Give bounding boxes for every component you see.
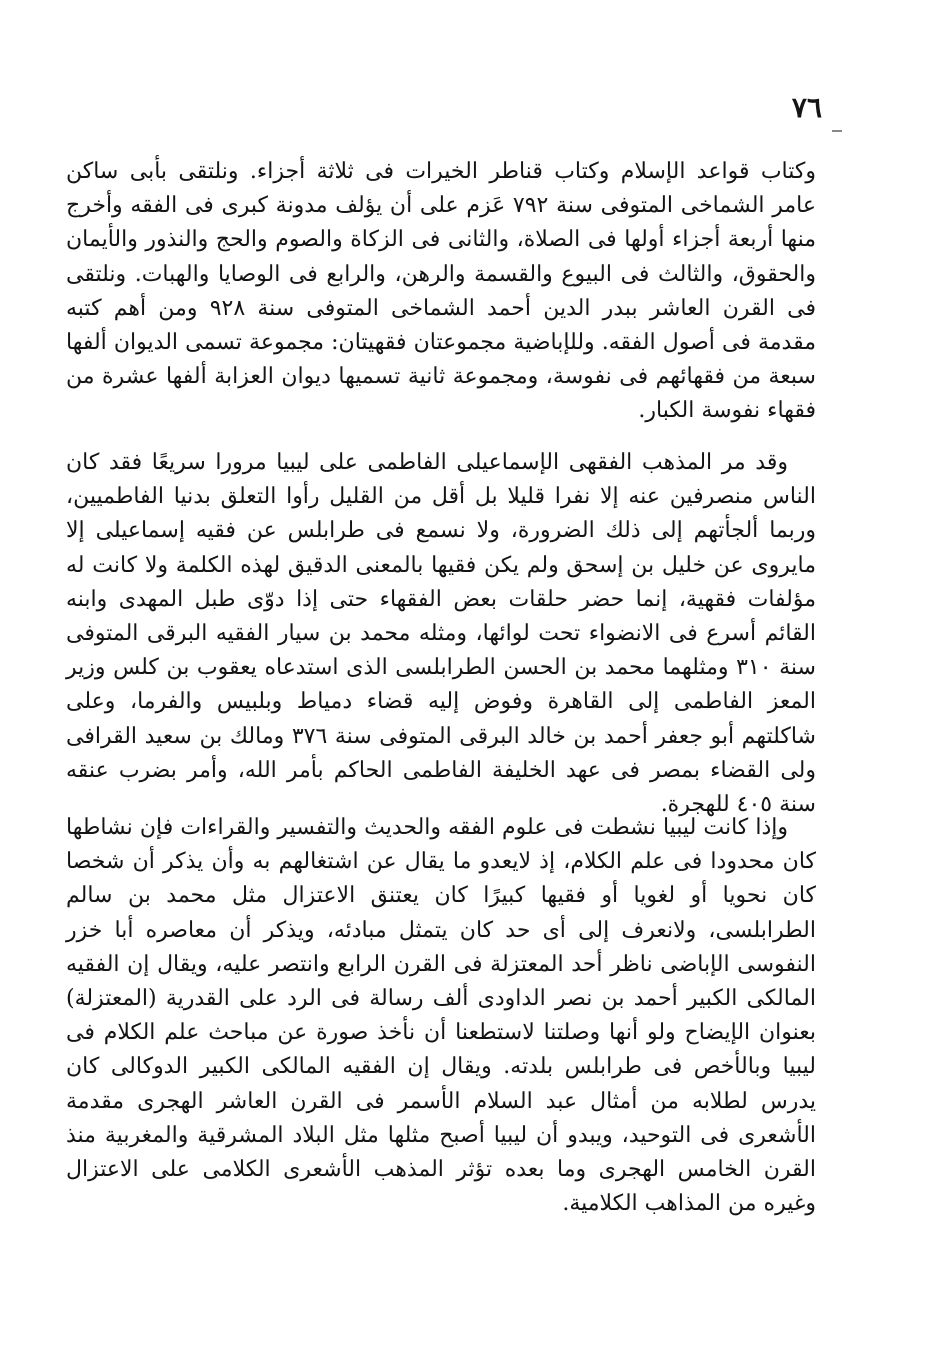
page-number: ٧٦ xyxy=(791,91,822,124)
paragraph-3: وإذا كانت ليبيا نشطت فى علوم الفقه والحديث والتفسير والقراءات فإن نشاطها كان محدودا فى علم الكلام، إذ لايعدو ما يقال عن اشتغالهم به وأن يذكر أن شخصا كان نحويا أو لغويا أو فقيها كبيرًا كان يعتنق الاعتزال مثل محمد بن سالم الطرابلسى، ولانعرف إلى أى حد كان يتمثل مبادئه، ويذكر أن معاصره أبا خزر النفوسى الإباضى ناظر أحد المعتزلة فى القرن الرابع وانتصر عليه، ويقال إن الفقيه المالكى الكبير أحمد بن نصر الداودى ألف رسالة فى الرد على القدرية (المعتزلة) بعنوان الإيضاح ولو أنها وصلتنا لاستطعنا أن نأخذ صورة عن مباحث علم الكلام فى ليبيا وبالأخص فى طرابلس بلدته. ويقال إن الفقيه المالكى الكبير الدوكالى كان يدرس لطلابه من أمثال عبد السلام الأسمر فى القرن العاشر الهجرى مقدمة الأشعرى فى التوحيد، ويبدو أن ليبيا أصبح مثلها مثل البلاد المشرقية والمغربية منذ القرن الخامس الهجرى وما بعده تؤثر المذهب الأشعرى الكلامى على الاعتزال وغيره من المذاهب الكلامية. xyxy=(66,815,816,1217)
scan-mark xyxy=(832,130,842,132)
paragraph-2: وقد مر المذهب الفقهى الإسماعيلى الفاطمى على ليبيا مرورا سريعًا فقد كان الناس منصرفين عنه إلا نفرا قليلا بل أقل من القليل رأوا التعلق بدنيا الفاطميين، وربما ألجأتهم إلى ذلك الضرورة، ولا نسمع فى طرابلس عن فقيه إسماعيلى إلا مايروى عن خليل بن إسحق ولم يكن فقيها بالمعنى الدقيق لهذه الكلمة ولا كانت له مؤلفات فقهية، إنما حضر حلقات بعض الفقهاء حتى إذا دوّى طبل المهدى وابنه القائم أسرع فى الانضواء تحت لوائها، ومثله محمد بن سيار الفقيه البرقى المتوفى سنة ٣١٠ ومثلهما محمد بن الحسن الطرابلسى الذى استدعاه يعقوب بن كلس وزير المعز الفاطمى إلى القاهرة وفوض إليه قضاء دمياط وبلبيس والفرما، وعلى شاكلتهم أبو جعفر أحمد بن خالد البرقى المتوفى سنة ٣٧٦ ومالك بن سعيد القرافى ولى القضاء بمصر فى عهد الخليفة الفاطمى الحاكم بأمر الله، وأمر بضرب عنقه سنة ٤٠٥ للهجرة. xyxy=(66,450,816,818)
paragraph-1: وكتاب قواعد الإسلام وكتاب قناطر الخيرات فى ثلاثة أجزاء. ونلتقى بأبى ساكن عامر الشماخى المتوفى سنة ٧٩٢ عَزم على أن يؤلف مدونة كبرى فى الفقه وأخرج منها أربعة أجزاء أولها فى الصلاة، والثانى فى الزكاة والصوم والحج والنذور والأيمان والحقوق، والثالث فى البيوع والقسمة والرهن، والرابع فى الوصايا والهبات. ونلتقى فى القرن العاشر ببدر الدين أحمد الشماخى المتوفى سنة ٩٢٨ ومن أهم كتبه مقدمة فى أصول الفقه. وللإباضية مجموعتان فقهيتان: مجموعة تسمى الديوان ألفها سبعة من فقهائهم فى نفوسة، ومجموعة ثانية تسميها ديوان العزابة ألفها عشرة من فقهاء نفوسة الكبار. xyxy=(66,159,816,424)
